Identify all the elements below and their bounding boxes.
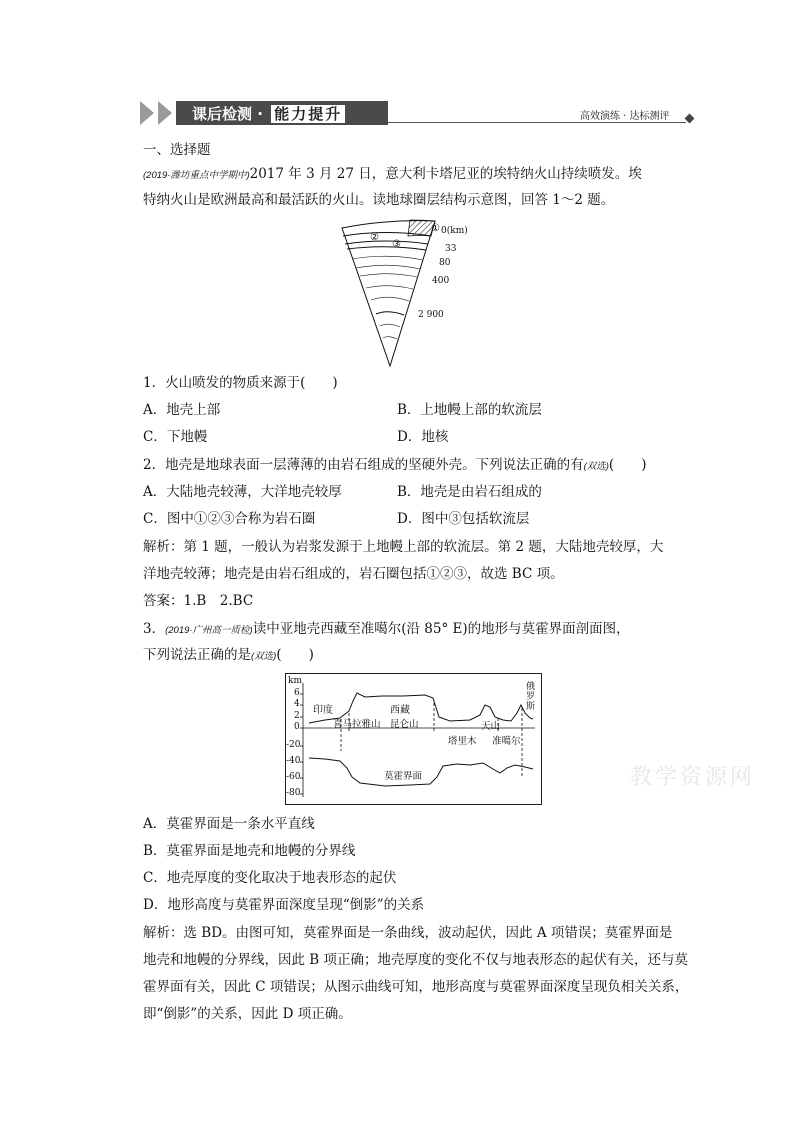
region-label-tibet: 西藏 [390,705,410,716]
q2-option-b: B．地壳是由岩石组成的 [397,484,542,500]
header-title-dot: · [257,105,263,123]
watermark: 教学资源网 [630,765,756,790]
q3-source: (2019·广州高一质检) [165,625,253,636]
q3-stem-end: ( ) [276,647,314,663]
q1-stem: 1．火山喷发的物质来源于( ) [143,375,338,391]
analysis3-line1: 解析：选 BD。由图可知，莫霍界面是一条曲线，波动起伏，因此 A 项错误；莫霍界面是 [143,925,673,941]
label-tianshan: 天山 [481,721,501,732]
header-rule [388,122,686,123]
q3-stem-line2 [143,646,314,666]
header-title-left: 课后检测 [192,105,253,123]
analysis3-line2: 地壳和地幔的分界线，因此 B 项正确；地壳厚度的变化不仅与地表形态的起伏有关，还与莫 [143,952,689,968]
depth-label-2900: 2 900 [418,310,444,320]
q1-option-d: D．地核 [397,429,449,445]
chart-y-tick-neg60: -60 [286,772,301,782]
question-source: (2019·潍坊重点中学期中) [143,170,250,181]
banner-chevron-1 [140,101,154,125]
q2-option-d: D．图中③包括软流层 [397,511,530,527]
q2-stem-main: 2．地壳是地球表面一层薄薄的由岩石组成的坚硬外壳。下列说法正确的有 [143,457,584,473]
q2-option-c: C．图中①②③合称为岩石圈 [143,511,316,527]
label-junggar: 准噶尔 [492,736,521,747]
region-label-russia-text: 俄罗斯 [526,682,536,712]
analysis1-line2: 洋地壳较薄；地壳是由岩石组成的，岩石圈包括①②③，故选 BC 项。 [143,566,564,582]
q1-option-c: C．下地幔 [143,429,208,445]
chart-y-unit: km [288,676,302,686]
q3-stem-text: 读中亚地壳西藏至准噶尔(沿 85° E)的地形与莫霍界面剖面图， [252,621,630,637]
header-right-text: 高效演练 · 达标测评 [580,111,670,122]
chart-y-tick-4: 4 [294,699,300,709]
layer-label-3: ③ [392,239,401,250]
depth-label-33: 33 [445,244,457,254]
layer-label-2: ② [370,232,379,243]
banner-chevron-2 [158,101,172,125]
label-kunlun: 昆仑山 [390,719,419,730]
depth-label-0: 0(km) [441,226,468,236]
q3-option-d: D．地形高度与莫霍界面深度呈现“倒影”的关系 [143,897,425,913]
label-moho: 莫霍界面 [384,771,423,782]
q3-stem-tag: (双选) [251,651,277,662]
q1-option-a: A．地壳上部 [143,402,221,418]
chart-y-tick-0: 0 [294,722,300,732]
diamond-icon [685,114,695,124]
depth-label-400: 400 [432,276,450,286]
chart-y-tick-neg80: -80 [286,788,301,798]
q2-option-a: A．大陆地壳较薄，大洋地壳较厚 [143,484,342,500]
header-title-right: 能力提升 [271,105,345,123]
earth-layer-diagram [330,216,480,368]
question-intro-line2: 特纳火山是欧洲最高和最活跃的火山。读地球圈层结构示意图，回答 1～2 题。 [143,192,615,208]
q2-stem [143,456,646,476]
depth-label-80: 80 [439,258,451,268]
q3-stem-line1 [143,620,630,640]
chart-y-tick-2: 2 [294,711,300,721]
chart-y-tick-6: 6 [294,688,300,698]
q2-stem-tag: (双选) [583,461,609,472]
label-himalaya: 喜马拉雅山 [333,719,381,730]
question-intro-text: 2017 年 3 月 27 日，意大利卡塔尼亚的埃特纳火山持续喷发。埃 [249,166,642,182]
q3-stem-main: 下列说法正确的是 [143,647,251,663]
q3-option-a: A．莫霍界面是一条水平直线 [143,816,315,832]
chart-y-tick-neg40: -40 [286,756,301,766]
analysis3-line4: 即“倒影”的关系，因此 D 项正确。 [143,1006,352,1022]
question-intro-line1 [143,165,642,185]
q3-option-c: C．地壳厚度的变化取决于地表形态的起伏 [143,870,397,886]
q3-num: 3． [143,621,166,637]
region-label-india: 印度 [313,705,333,716]
q3-option-b: B．莫霍界面是地壳和地幔的分界线 [143,843,356,859]
chart-y-tick-neg20: -20 [286,740,301,750]
region-label-russia [526,682,536,712]
analysis3-line3: 霍界面有关，因此 C 项错误；从图示曲线可知，地形高度与莫霍界面深度呈现负相关关系， [143,979,689,995]
header-title [192,103,345,124]
layer-label-1: ① [431,223,440,234]
q1-option-b: B．上地幔上部的软流层 [397,402,542,418]
section-title: 一、选择题 [143,142,211,158]
answer1: 答案：1.B 2.BC [143,593,254,609]
q2-stem-end: ( ) [608,457,647,473]
label-tarim: 塔里木 [448,736,477,747]
analysis1-line1: 解析：第 1 题，一般认为岩浆发源于上地幔上部的软流层。第 2 题，大陆地壳较厚，大 [143,539,664,555]
